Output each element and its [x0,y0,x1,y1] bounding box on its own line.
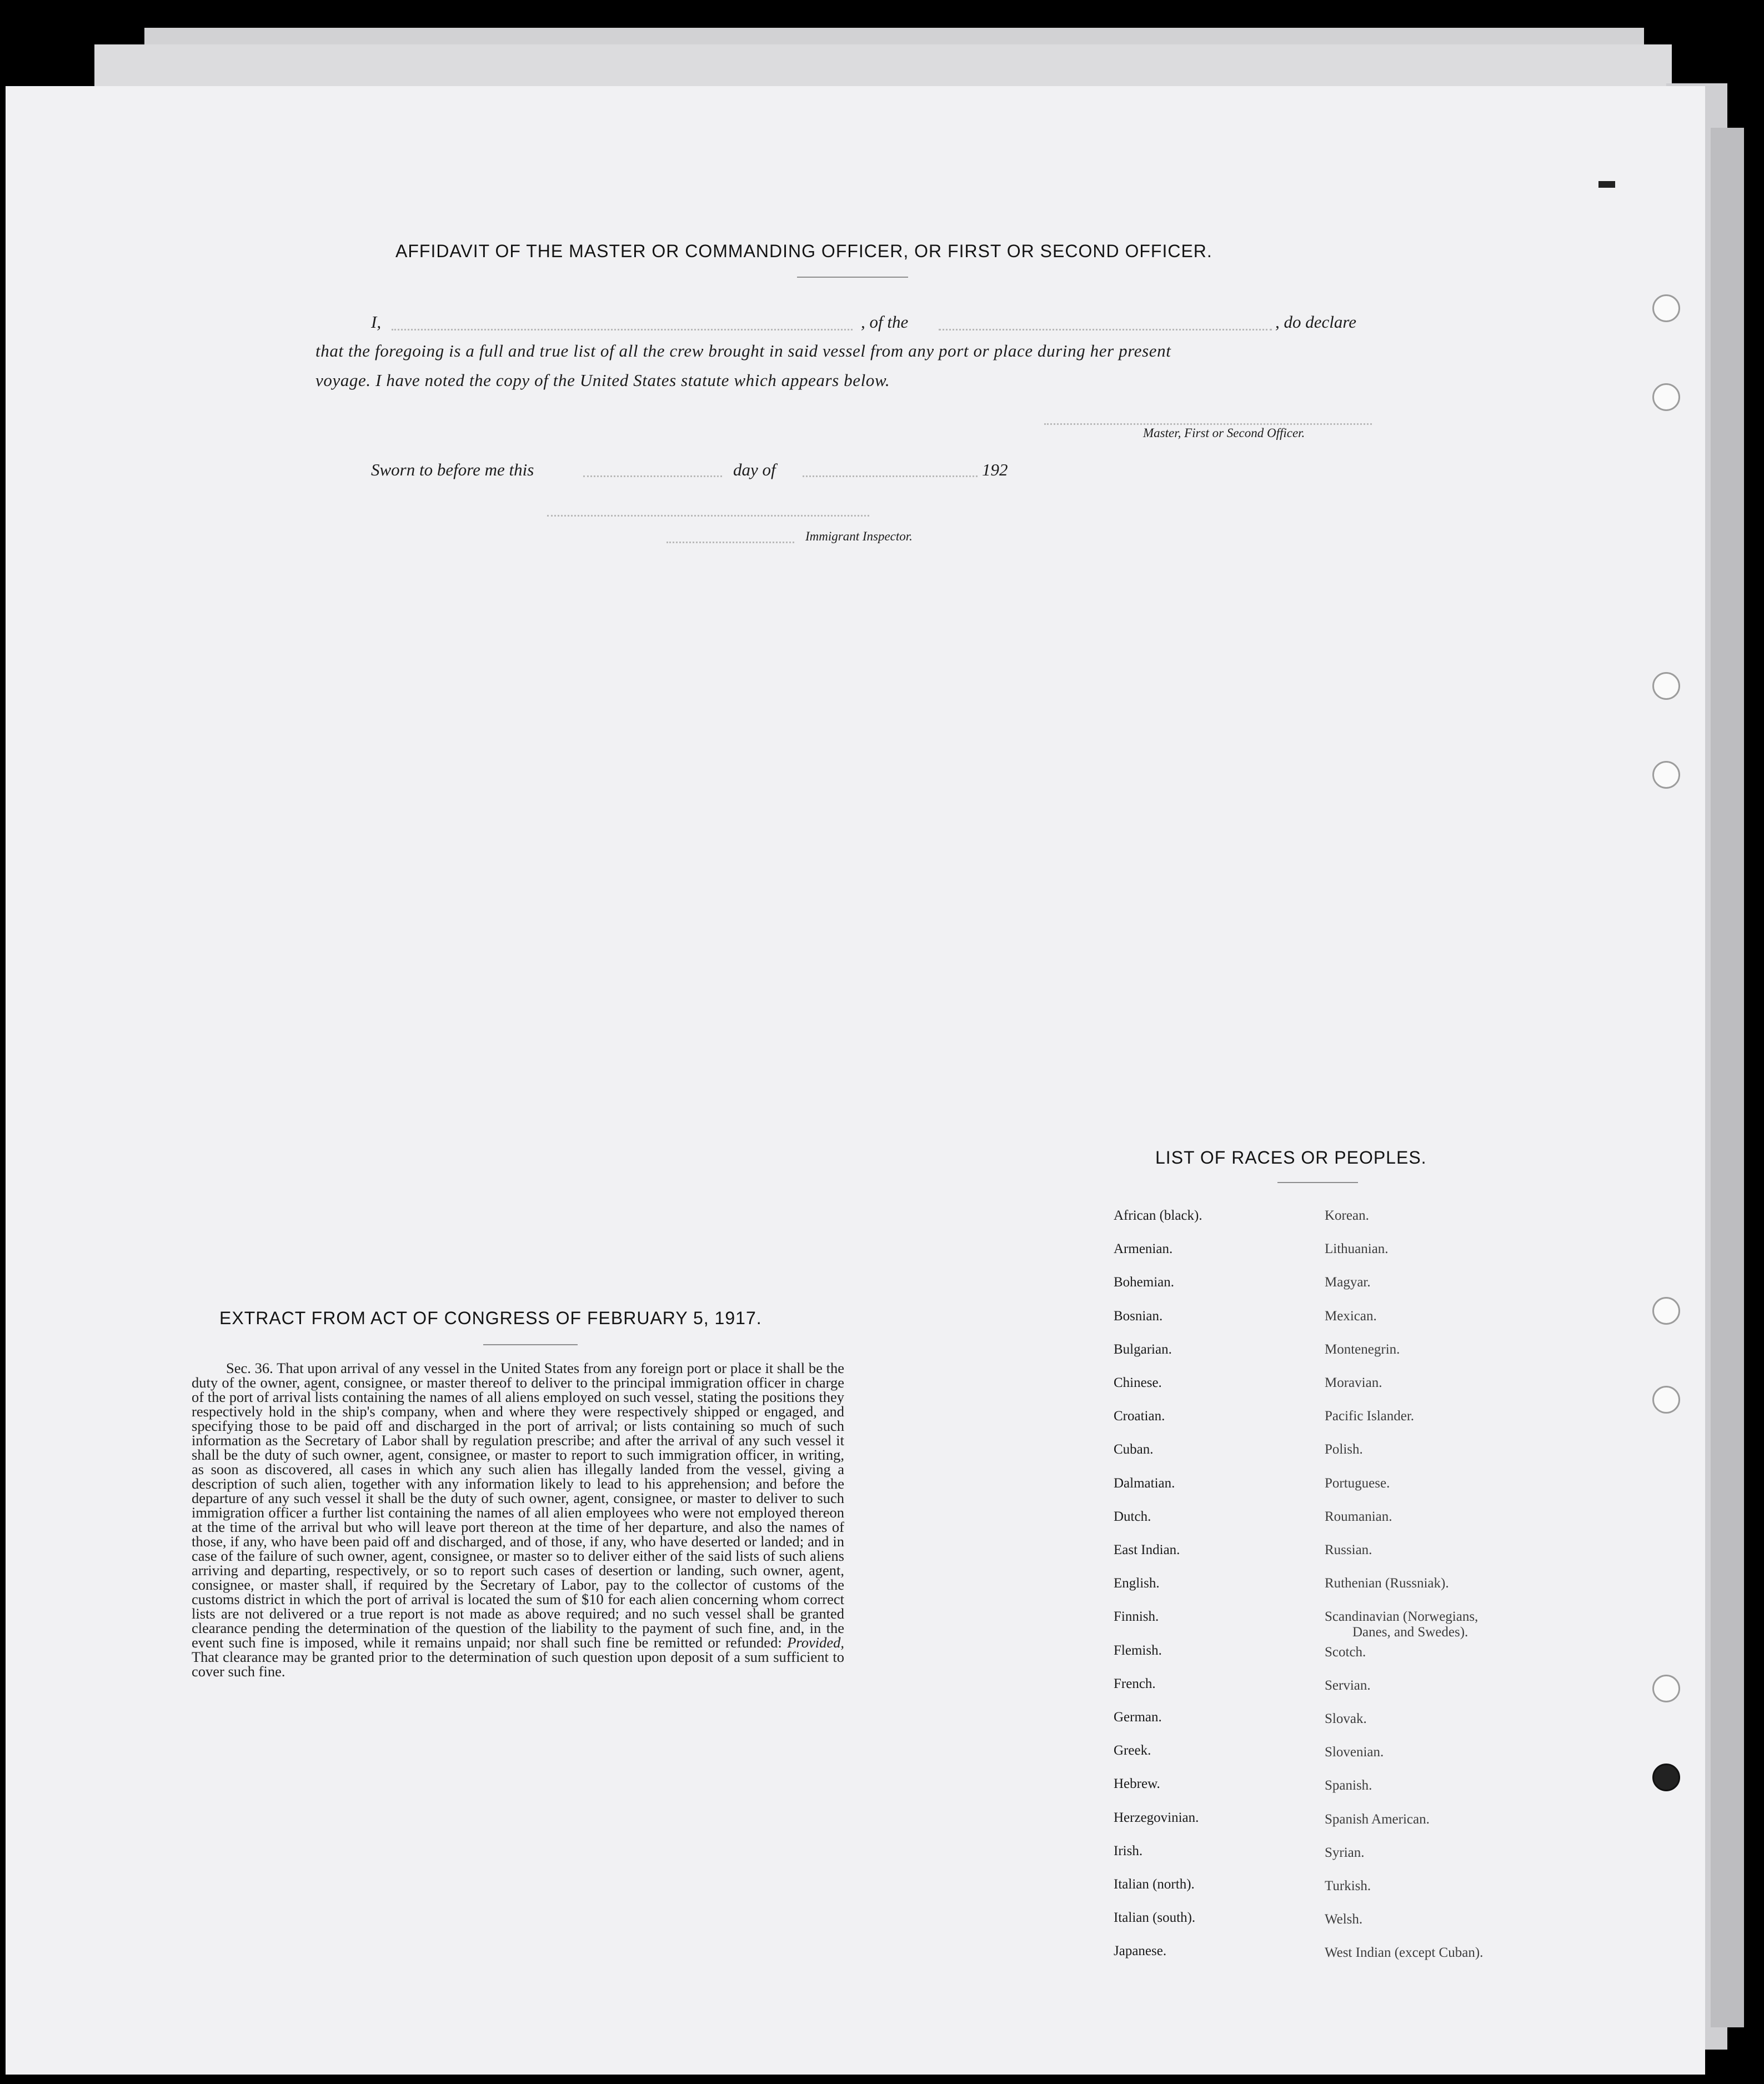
race-item: German. [1114,1710,1162,1725]
paper-edge-right-back [1711,128,1744,2027]
master-signature-label: Master, First or Second Officer. [1143,426,1305,440]
inspector-signature-field[interactable] [547,515,869,517]
race-item: Italian (south). [1114,1910,1196,1926]
race-item: Flemish. [1114,1642,1162,1658]
race-item: Slovenian. [1325,1745,1384,1760]
race-item: Bohemian. [1114,1275,1175,1290]
sworn-day-field[interactable] [583,475,722,477]
race-item: Slovak. [1325,1711,1367,1726]
race-item: Polish. [1325,1442,1363,1457]
race-item: Scandinavian (Norwegians, [1325,1609,1479,1625]
race-item: Russian. [1325,1542,1372,1557]
race-item: Welsh. [1325,1912,1363,1927]
race-item: Montenegrin. [1325,1341,1400,1357]
race-item: Turkish. [1325,1878,1371,1893]
affidavit-statement-line: that the foregoing is a full and true list of all the crew brought in said vessel from any port or place during her present [315,341,1171,360]
race-item: Spanish. [1325,1778,1372,1794]
race-item: Chinese. [1114,1375,1162,1390]
act-section-number: Sec. 36. [226,1360,273,1376]
race-item: Syrian. [1325,1845,1365,1860]
race-item: Bulgarian. [1114,1341,1172,1357]
affidavit-i-label: I, [371,312,382,332]
race-item: Portuguese. [1325,1475,1390,1491]
race-item: French. [1114,1676,1156,1691]
race-item: Armenian. [1114,1241,1173,1257]
affidavit-title: AFFIDAVIT OF THE MASTER OR COMMANDING OFFICER, OR FIRST OR SECOND OFFICER. [395,241,1212,261]
race-item: Moravian. [1325,1375,1382,1390]
race-item: Japanese. [1114,1943,1167,1959]
inspector-label: Immigrant Inspector. [805,529,913,543]
act-title-rule [483,1344,578,1345]
binder-hole-icon [1652,1297,1680,1325]
race-item: Herzegovinian. [1114,1810,1199,1825]
race-item: Lithuanian. [1325,1241,1389,1257]
master-signature-field[interactable] [1044,423,1372,425]
sworn-month-field[interactable] [803,475,978,477]
race-item: Korean. [1325,1208,1369,1223]
act-body-text-end: That clearance may be granted prior to the determination of such question upon deposit of a sum sufficient to cover such fine. [192,1649,844,1680]
race-item: Italian (north). [1114,1877,1195,1892]
binder-hole-icon [1652,1764,1680,1791]
race-item: West Indian (except Cuban). [1325,1945,1484,1961]
act-body-text: That upon arrival of any vessel in the United States from any foreign port or place it shall be the duty of the owner, agent, consignee, or master thereof to deliver to the principal immigration officer in charge of the port of arrival lists containing the names of all aliens employed on such vessel, stating the positions they respectively hold in the ship's company, when and where they were respectively shipped or engaged, and specifying those to be paid off and discharged in the port of arrival; or lists containing so much of such information as the Secretary of Labor shall by regulation prescribe; and after the arrival of any such vessel it shall be the duty of such owner, agent, consignee, or master to report to such immigration officer, in writing, as soon as discovered, all cases in which any such alien has illegally landed from the vessel, giving a description of such alien, together with any information likely to lead to his apprehension; and before the departure of any such vessel it shall be the duty of such owner, agent, consignee, or master to deliver to such immigration officer a further list containing the names of all alien employees who were not employed thereon at the time of the arrival but who will leave port thereon at the time of her departure, and also the names of those, if any, who have been paid off and discharged, and of those, if any, who have deserted or landed; and in case of the failure of such owner, agent, consignee, or master so to deliver either of the said lists of such aliens arriving and departing, respectively, or so to report such cases of desertion or landing, such owner, agent, consignee, or master shall, if required by the Secretary of Labor, pay to the collector of customs of the customs district in which the port of arrival is located the sum of $10 for each alien concerning whom correct lists are not delivered or a true report is not made as above required; and no such vessel shall be granted clearance pending the determination of the question of the liability to the payment of such fine, and, in the event such fine is imposed, while it remains unpaid; nor shall such fine be remitted or refunded: [192,1360,844,1651]
affidavit-title-rule [797,277,908,278]
race-item: Magyar. [1325,1275,1371,1290]
affidavit-statement-line: voyage. I have noted the copy of the United States statute which appears below. [315,370,890,390]
binder-hole-icon [1652,672,1680,700]
year-label: 192 [982,460,1008,479]
race-item: Ruthenian (Russniak). [1325,1576,1449,1591]
race-item: Dutch. [1114,1509,1151,1524]
race-item: Bosnian. [1114,1308,1163,1324]
sworn-label: Sworn to before me this [371,460,534,479]
race-item: Irish. [1114,1843,1143,1858]
race-item: Roumanian. [1325,1509,1392,1524]
race-item: English. [1114,1576,1160,1591]
corner-mark [1598,181,1615,188]
race-item: East Indian. [1114,1542,1180,1557]
race-item: Scotch. [1325,1644,1366,1660]
race-item: Pacific Islander. [1325,1409,1415,1424]
race-item: Cuban. [1114,1442,1154,1457]
binder-hole-icon [1652,1386,1680,1414]
race-item: Croatian. [1114,1409,1165,1424]
race-item: Servian. [1325,1677,1371,1693]
act-title: EXTRACT FROM ACT OF CONGRESS OF FEBRUARY 5, 1917. [219,1308,762,1328]
affidavit-of-the-label: , of the [861,312,909,332]
race-item: Hebrew. [1114,1776,1160,1792]
binder-hole-icon [1652,294,1680,322]
binder-hole-icon [1652,761,1680,789]
race-item: Dalmatian. [1114,1475,1175,1491]
race-item: African (black). [1114,1208,1202,1223]
inspector-signature-field-2[interactable] [666,542,794,543]
vessel-field[interactable] [939,329,1272,330]
race-item: Greek. [1114,1743,1151,1759]
act-section-text [192,1361,844,1679]
races-title: LIST OF RACES OR PEOPLES. [1155,1148,1427,1168]
binder-hole-icon [1652,383,1680,411]
races-title-rule [1277,1182,1358,1183]
day-of-label: day of [733,460,776,479]
race-item: Danes, and Swedes). [1352,1625,1469,1640]
name-field[interactable] [392,329,853,330]
race-item: Spanish American. [1325,1811,1430,1827]
affidavit-declare-label: , do declare [1275,312,1357,332]
race-item: Finnish. [1114,1609,1159,1625]
act-provided-term: Provided, [787,1634,844,1651]
race-item: Mexican. [1325,1308,1377,1324]
binder-hole-icon [1652,1675,1680,1702]
